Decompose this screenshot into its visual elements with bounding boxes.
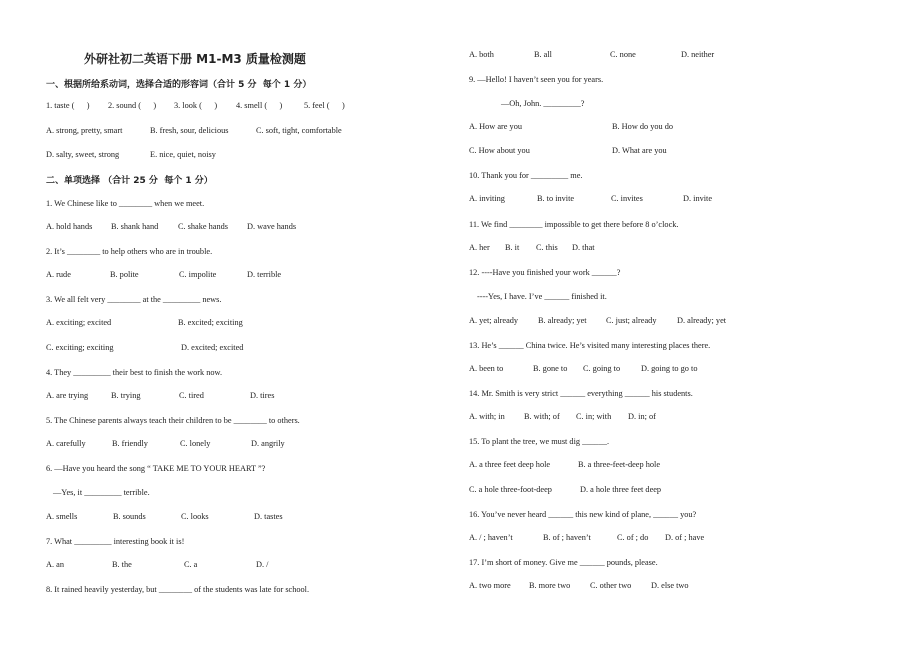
option-text: B. already; yet: [538, 316, 587, 325]
section1-options-row: [46, 126, 406, 137]
option-text: C. impolite: [179, 270, 217, 279]
option-text: A. a three feet deep hole: [469, 460, 551, 469]
question-text: 13. He’s ______ China twice. He’s visited many interesting places there.: [469, 341, 711, 350]
option-text: B. sounds: [113, 512, 146, 521]
section1-options-row: [46, 150, 406, 161]
option-text: C. lonely: [180, 439, 211, 448]
option-text: D. that: [572, 243, 595, 252]
option-text: B. a three-feet-deep hole: [578, 460, 661, 469]
blank-item: 4. smell ( ): [236, 101, 283, 110]
question-text: 17. I’m short of money. Give me ______ pounds, please.: [469, 558, 658, 567]
option-text: B. of ; haven’t: [543, 533, 591, 542]
option-text: B. gone to: [533, 364, 568, 373]
option-text: A. an: [46, 560, 64, 569]
blank-item: 5. feel ( ): [304, 101, 345, 110]
question-text: 15. To plant the tree, we must dig ______.: [469, 437, 610, 446]
option-text: C. tired: [179, 391, 204, 400]
option-text: B. shank hand: [111, 222, 159, 231]
options-row: [46, 391, 426, 402]
section2-heading: 二、单项选择 （合计 25 分 每个 1 分）: [46, 176, 213, 186]
options-row: [469, 122, 869, 133]
option-text: B. polite: [110, 270, 139, 279]
option-text: D. invite: [683, 194, 713, 203]
option-text: D. salty, sweet, strong: [46, 150, 120, 159]
question-text: —Oh, John. _________?: [501, 99, 585, 108]
options-row: [469, 194, 869, 205]
question-text: 10. Thank you for _________ me.: [469, 171, 583, 180]
options-row: [469, 364, 869, 375]
option-text: A. hold hands: [46, 222, 93, 231]
question-text: 12. ----Have you finished your work ______?: [469, 268, 621, 277]
option-text: C. invites: [611, 194, 643, 203]
question-text: —Yes, it _________ terrible.: [53, 488, 150, 497]
options-row: [469, 581, 869, 592]
option-text: A. yet; already: [469, 316, 519, 325]
option-text: B. excited; exciting: [178, 318, 243, 327]
option-text: E. nice, quiet, noisy: [150, 150, 216, 159]
option-text: B. friendly: [112, 439, 148, 448]
option-text: D. wave hands: [247, 222, 297, 231]
options-row: [469, 412, 869, 423]
options-row: [46, 439, 426, 450]
option-text: B. trying: [111, 391, 141, 400]
option-text: D. angrily: [251, 439, 285, 448]
option-text: D. tires: [250, 391, 275, 400]
option-text: C. none: [610, 50, 636, 59]
options-row: [46, 270, 426, 281]
option-text: C. exciting; exciting: [46, 343, 114, 352]
question-text: 7. What _________ interesting book it is!: [46, 537, 185, 546]
question-text: 9. —Hello! I haven’t seen you for years.: [469, 75, 604, 84]
option-text: D. going to go to: [641, 364, 698, 373]
option-text: D. neither: [681, 50, 715, 59]
option-text: C. a hole three-foot-deep: [469, 485, 552, 494]
option-text: D. already; yet: [677, 316, 727, 325]
option-text: C. other two: [590, 581, 632, 590]
question-text: 14. Mr. Smith is very strict ______ everything ______ his students.: [469, 389, 693, 398]
option-text: C. this: [536, 243, 558, 252]
option-text: D. in; of: [628, 412, 656, 421]
options-row: [46, 512, 426, 523]
options-row: [46, 343, 426, 354]
option-text: B. to invite: [537, 194, 575, 203]
options-row: [46, 318, 426, 329]
options-row: [469, 485, 869, 496]
option-text: C. of ; do: [617, 533, 649, 542]
question-text: 6. —Have you heard the song “ TAKE ME TO YOUR HEART ”?: [46, 464, 266, 473]
option-text: D. a hole three feet deep: [580, 485, 662, 494]
option-text: C. How about you: [469, 146, 530, 155]
options-row: [469, 146, 869, 157]
option-text: D. else two: [651, 581, 689, 590]
option-text: A. rude: [46, 270, 71, 279]
option-text: C. soft, tight, comfortable: [256, 126, 342, 135]
option-text: B. fresh, sour, delicious: [150, 126, 229, 135]
options-row: [469, 243, 869, 254]
option-text: B. all: [534, 50, 552, 59]
option-text: A. are trying: [46, 391, 89, 400]
options-row: [469, 50, 869, 61]
option-text: B. it: [505, 243, 520, 252]
option-text: A. How are you: [469, 122, 522, 131]
question-text: ----Yes, I have. I’ve ______ finished it.: [477, 292, 607, 301]
question-text: 8. It rained heavily yesterday, but ________ of the students was late for school.: [46, 585, 310, 594]
options-row: [46, 222, 426, 233]
option-text: D. of ; have: [665, 533, 705, 542]
option-text: C. in; with: [576, 412, 612, 421]
page-title: 外研社初二英语下册 M1-M3 质量检测题: [84, 52, 306, 66]
option-text: A. exciting; excited: [46, 318, 112, 327]
option-text: C. looks: [181, 512, 209, 521]
option-text: B. the: [112, 560, 132, 569]
section1-blanks-row: [46, 101, 406, 112]
options-row: [469, 533, 869, 544]
question-text: 16. You’ve never heard ______ this new kind of plane, ______ you?: [469, 510, 697, 519]
option-text: A. with; in: [469, 412, 505, 421]
option-text: C. going to: [583, 364, 621, 373]
option-text: B. more two: [529, 581, 571, 590]
section1-heading: 一、根据所给系动词，选择合适的形容词（合计 5 分 每个 1 分）: [46, 80, 312, 90]
option-text: A. both: [469, 50, 494, 59]
question-text: 4. They _________ their best to finish the work now.: [46, 368, 223, 377]
option-text: D. terrible: [247, 270, 282, 279]
blank-item: 1. taste ( ): [46, 101, 90, 110]
option-text: A. two more: [469, 581, 511, 590]
option-text: B. with; of: [524, 412, 560, 421]
option-text: A. / ; haven’t: [469, 533, 513, 542]
question-text: 1. We Chinese like to ________ when we meet.: [46, 199, 205, 208]
option-text: A. inviting: [469, 194, 505, 203]
option-text: D. excited; excited: [181, 343, 244, 352]
option-text: A. her: [469, 243, 490, 252]
option-text: A. been to: [469, 364, 504, 373]
option-text: A. carefully: [46, 439, 86, 448]
option-text: D. What are you: [612, 146, 667, 155]
option-text: A. smells: [46, 512, 78, 521]
options-row: [46, 560, 426, 571]
question-text: 5. The Chinese parents always teach their children to be ________ to others.: [46, 416, 300, 425]
option-text: D. /: [256, 560, 269, 569]
blank-item: 2. sound ( ): [108, 101, 157, 110]
option-text: C. shake hands: [178, 222, 229, 231]
option-text: A. strong, pretty, smart: [46, 126, 123, 135]
blank-item: 3. look ( ): [174, 101, 218, 110]
question-text: 3. We all felt very ________ at the _________ news.: [46, 295, 222, 304]
option-text: C. just; already: [606, 316, 657, 325]
options-row: [469, 316, 869, 327]
option-text: B. How do you do: [612, 122, 674, 131]
option-text: D. tastes: [254, 512, 283, 521]
option-text: C. a: [184, 560, 198, 569]
options-row: [469, 460, 869, 471]
question-text: 2. It’s ________ to help others who are in trouble.: [46, 247, 213, 256]
question-text: 11. We find ________ impossible to get there before 8 o’clock.: [469, 220, 679, 229]
